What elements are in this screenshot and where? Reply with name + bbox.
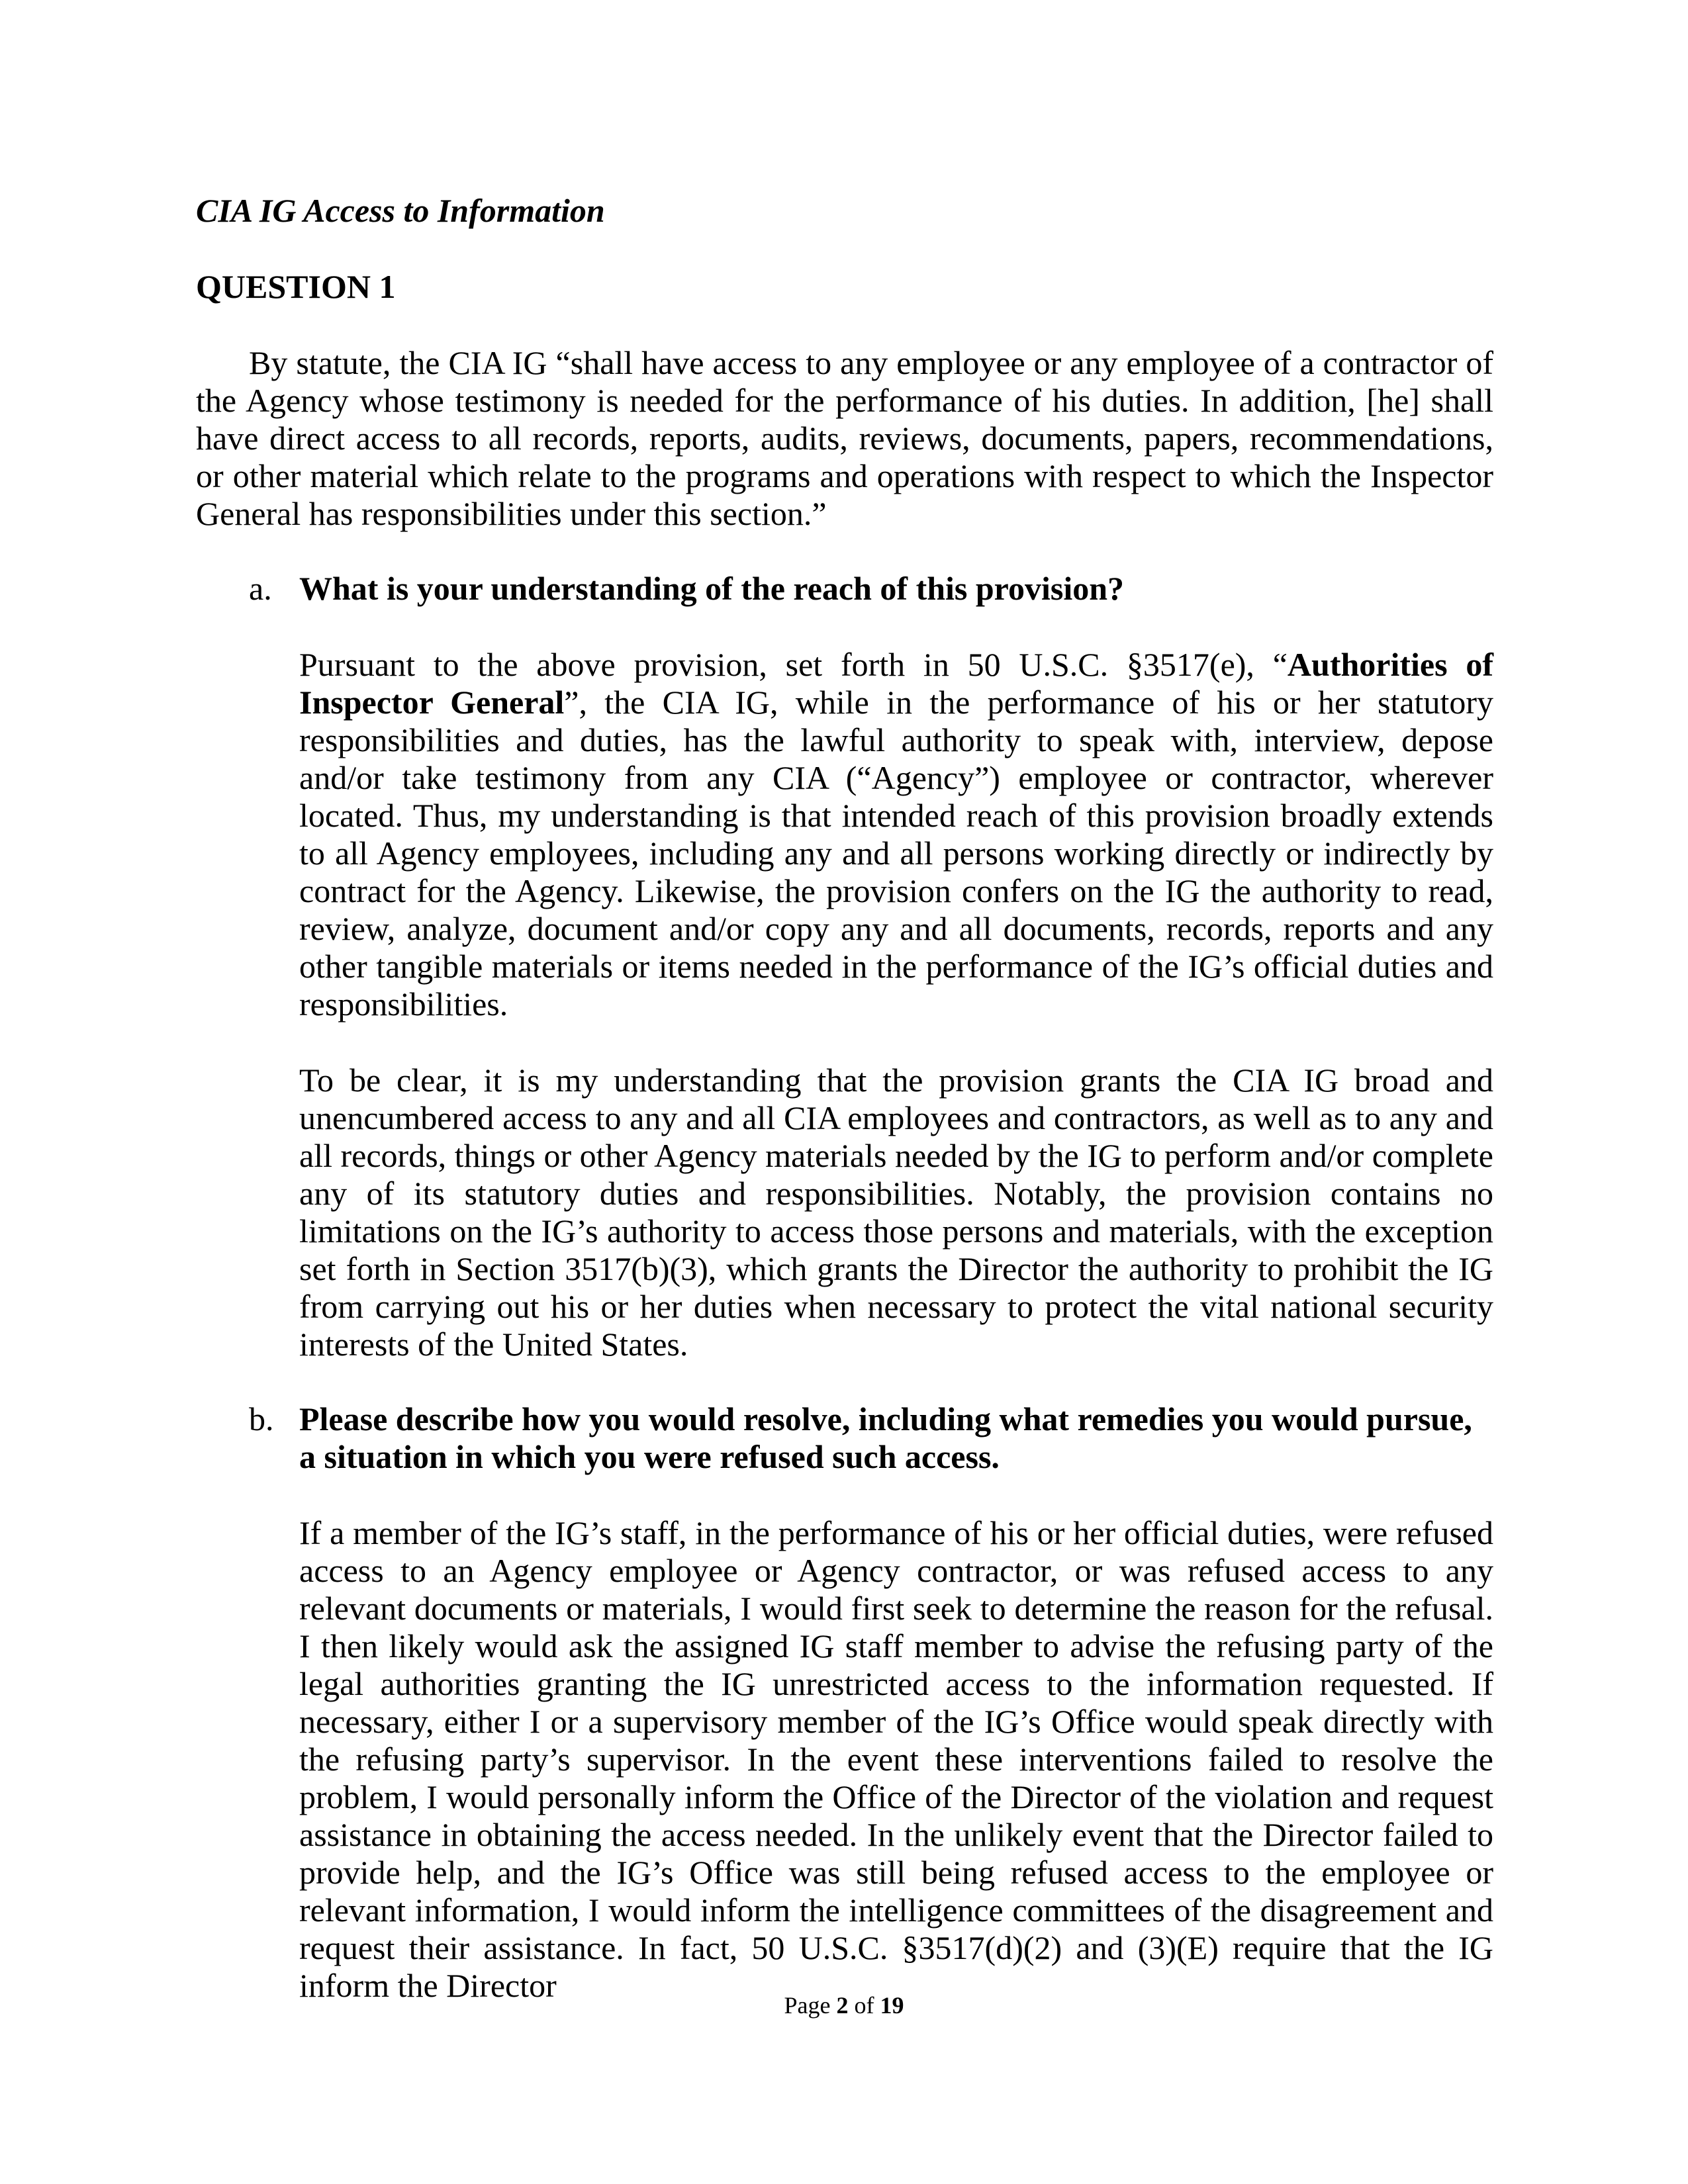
subquestion-b	[196, 1400, 1493, 1476]
answer-paragraph	[299, 646, 1493, 1023]
of-word: of	[854, 1992, 874, 2019]
page-content	[196, 192, 1493, 2005]
page-current-number: 2	[836, 1992, 849, 2019]
answer-text: Pursuant to the above provision, set forth in 50 U.S.C. §3517(e), “	[299, 646, 1288, 683]
subquestion-text: Please describe how you would resolve, including what remedies you would pursue, a situation in which you were refused such access.	[299, 1400, 1472, 1475]
answer-paragraph: To be clear, it is my understanding that the provision grants the CIA IG broad and unencumbered access to any and all CIA employees and contractors, as well as to any and all records, things or other Agency materials needed by the IG to perform and/or complete any of its statutory duties and responsibilities. Notably, the provision contains no limitations on the IG’s authority to access those persons and materials, with the exception set forth in Section 3517(b)(3), which grants the Director the authority to prohibit the IG from carrying out his or her duties when necessary to protect the vital national security interests of the United States.	[299, 1062, 1493, 1363]
answer-bold-term: Authorities of Inspector General	[299, 646, 1493, 721]
question-title: QUESTION 1	[196, 268, 396, 305]
section-title: CIA IG Access to Information	[196, 192, 605, 229]
subquestion-label: b.	[249, 1400, 274, 1437]
page-word: Page	[784, 1992, 831, 2019]
page-total-number: 19	[880, 1992, 904, 2019]
question-intro-paragraph: By statute, the CIA IG “shall have access to any employee or any employee of a contractor of the Agency whose testimony is needed for the performance of his duties. In addition, [he] shall have direct access to all records, reports, audits, reviews, documents, papers, recommendations, or other material which relate to the programs and operations with respect to which the Inspector General has responsibilities under this section.”	[196, 344, 1493, 532]
page-footer	[0, 1992, 1688, 2019]
answer-text: ”, the CIA IG, while in the performance of his or her statutory responsibilities and duties, has the lawful authority to speak with, interview, depose and/or take testimony from any CIA (“Agency”) employee or contractor, wherever located. Thus, my understanding is that intended reach of this provision broadly extends to all Agency employees, including any and all persons working directly or indirectly by contract for the Agency. Likewise, the provision confers on the IG the authority to read, review, analyze, document and/or copy any and all documents, records, reports and any other tangible materials or items needed in the performance of the IG’s official duties and responsibilities.	[299, 684, 1493, 1023]
answer-paragraph: If a member of the IG’s staff, in the performance of his or her official duties, were refused access to an Agency employee or Agency contractor, or was refused access to any relevant documents or materials, I would first seek to determine the reason for the refusal. I then likely would ask the assigned IG staff member to advise the refusing party of the legal authorities granting the IG unrestricted access to the information requested. If necessary, either I or a supervisory member of the IG’s Office would speak directly with the refusing party’s supervisor. In the event these interventions failed to resolve the problem, I would personally inform the Office of the Director of the violation and request assistance in obtaining the access needed. In the unlikely event that the Director failed to provide help, and the IG’s Office was still being refused access to the employee or relevant information, I would inform the intelligence committees of the disagreement and request their assistance. In fact, 50 U.S.C. §3517(d)(2) and (3)(E) require that the IG inform the Director	[299, 1514, 1493, 2004]
subquestion-text: What is your understanding of the reach of this provision?	[299, 570, 1125, 607]
subquestion-label: a.	[249, 570, 272, 607]
subquestion-a	[196, 570, 1493, 608]
